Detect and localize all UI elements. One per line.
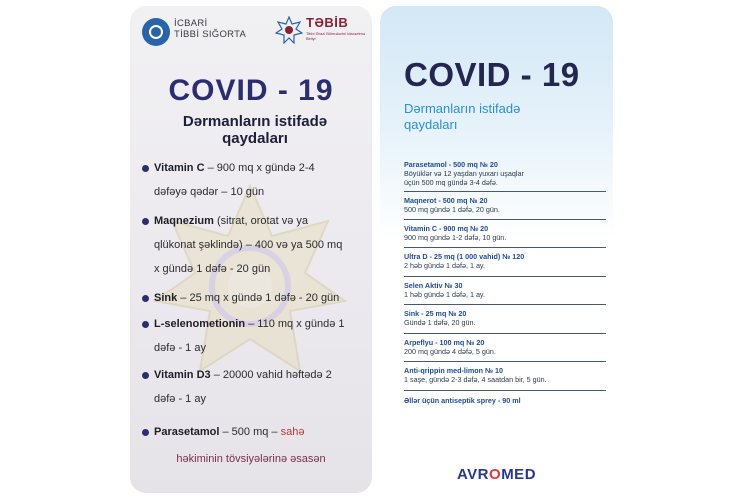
med-desc: Gündə 1 dəfə, 20 gün.: [404, 318, 476, 327]
med-item-maqnerot: [404, 196, 606, 214]
bullet: [142, 372, 149, 379]
item-text: dəfə - 1 ay: [154, 342, 206, 354]
item-text: – 110 mq x gündə 1: [245, 318, 345, 330]
divider: [404, 390, 606, 391]
med-item-sink: [404, 309, 606, 327]
list-item-vitamin-c: [154, 156, 362, 204]
icbari-line-1: İCBARİ: [174, 18, 208, 29]
med-item-antiseptik: [404, 396, 606, 405]
right-subtitle: Dərmanların istifadə qaydaları: [404, 101, 521, 132]
med-item-anti-qrippin: [404, 366, 606, 384]
med-desc: 1 saşe, gündə 2-3 dəfə, 4 saatdan bir, 5 gün.: [404, 375, 547, 384]
divider: [404, 219, 606, 220]
med-item-ultra-d: [404, 252, 606, 270]
item-name: Parasetamol: [154, 426, 220, 438]
med-item-selen-aktiv: [404, 281, 606, 299]
med-desc: 200 mq gündə 4 dəfə, 5 gün.: [404, 347, 496, 356]
med-desc: Böyüklər və 12 yaşdan yuxarı uşaqlar: [404, 169, 524, 178]
avromed-logo: [380, 466, 613, 483]
icbari-logo-icon: [142, 18, 170, 46]
med-item-parasetamol: [404, 160, 606, 187]
icbari-logo-text: [174, 18, 246, 40]
brand-part-accent: O: [489, 466, 502, 483]
bullet: [142, 429, 149, 436]
brand-part: MED: [501, 466, 537, 483]
med-desc: üçün 500 mq gündə 3-4 dəfə.: [404, 178, 498, 187]
list-item-l-selenometionin: [154, 312, 362, 360]
med-name: Ultra D - 25 mq (1 000 vahid) № 120: [404, 252, 525, 261]
tabib-name: TƏBİB: [306, 15, 349, 30]
med-name: Selen Aktiv № 30: [404, 281, 463, 290]
list-item-maqnezium: [154, 209, 362, 281]
divider: [404, 247, 606, 248]
med-name: Sink - 25 mq № 20: [404, 309, 467, 318]
med-desc: 1 həb gündə 1 dəfə, 1 ay.: [404, 290, 485, 299]
right-title: COVID - 19: [404, 56, 580, 93]
divider: [404, 191, 606, 192]
tabib-subtitle: Tibbi Ərazi Bölmələrini İdarəetmə Birliyi: [306, 31, 366, 41]
bullet: [142, 218, 149, 225]
med-desc: 2 həb gündə 1 dəfə, 1 ay.: [404, 261, 485, 270]
item-text: qlükonat şəklində) – 400 və ya 500 mq: [154, 239, 343, 251]
item-text: x gündə 1 dəfə - 20 gün: [154, 263, 271, 275]
item-text: – 900 mq x gündə 2-4: [204, 162, 315, 174]
item-name: Vitamin D3: [154, 369, 211, 381]
med-name: Vitamin C - 900 mq № 20: [404, 224, 489, 233]
med-name: Əllər üçün antiseptik sprey - 90 ml: [404, 396, 521, 405]
med-item-vitamin-c: [404, 224, 606, 242]
brand-part: AVR: [456, 466, 490, 483]
item-name: Sink: [154, 292, 178, 304]
item-text-highlight: sahə: [280, 426, 305, 438]
med-desc: 900 mq gündə 1-2 dəfə, 10 gün.: [404, 233, 507, 242]
left-subtitle: Dərmanların istifadə qaydaları: [182, 113, 328, 147]
item-text: (sitrat, orotat və ya: [213, 215, 309, 227]
right-poster: [380, 6, 613, 493]
tabib-emblem-icon: [275, 16, 303, 44]
med-desc: 500 mq gündə 1 dəfə, 20 gün.: [404, 205, 500, 214]
item-text: dəfəyə qədər – 10 gün: [154, 186, 265, 198]
item-text: – 500 mq –: [219, 426, 281, 438]
item-name: L-selenometionin: [154, 318, 246, 330]
bullet: [142, 295, 149, 302]
divider: [404, 276, 606, 277]
bullet: [142, 165, 149, 172]
med-name: Parasetamol - 500 mq № 20: [404, 160, 498, 169]
med-name: Anti-qrippin med-limon № 10: [404, 366, 504, 375]
left-title: COVID - 19: [168, 74, 334, 107]
item-text: dəfə - 1 ay: [154, 393, 206, 405]
divider: [404, 304, 606, 305]
med-name: Arpeflyu - 100 mq № 20: [404, 338, 485, 347]
item-name: Vitamin C: [154, 162, 205, 174]
item-name: Maqnezium: [154, 215, 214, 227]
divider: [404, 333, 606, 334]
divider: [404, 361, 606, 362]
list-item-vitamin-d3: [154, 363, 362, 411]
list-item-parasetamol: [154, 420, 362, 444]
left-footer-note: həkiminin tövsiyələrinə əsasən: [176, 453, 326, 465]
med-item-arpeflyu: [404, 338, 606, 356]
list-item-sink: [154, 286, 362, 310]
item-text: – 25 mq x gündə 1 dəfə - 20 gün: [177, 292, 340, 304]
item-text: – 20000 vahid həftədə 2: [210, 369, 332, 381]
med-name: Maqnerot - 500 mq № 20: [404, 196, 488, 205]
bullet: [142, 321, 149, 328]
left-poster: [130, 6, 372, 493]
icbari-line-2: TİBBİ SIĞORTA: [174, 29, 247, 40]
